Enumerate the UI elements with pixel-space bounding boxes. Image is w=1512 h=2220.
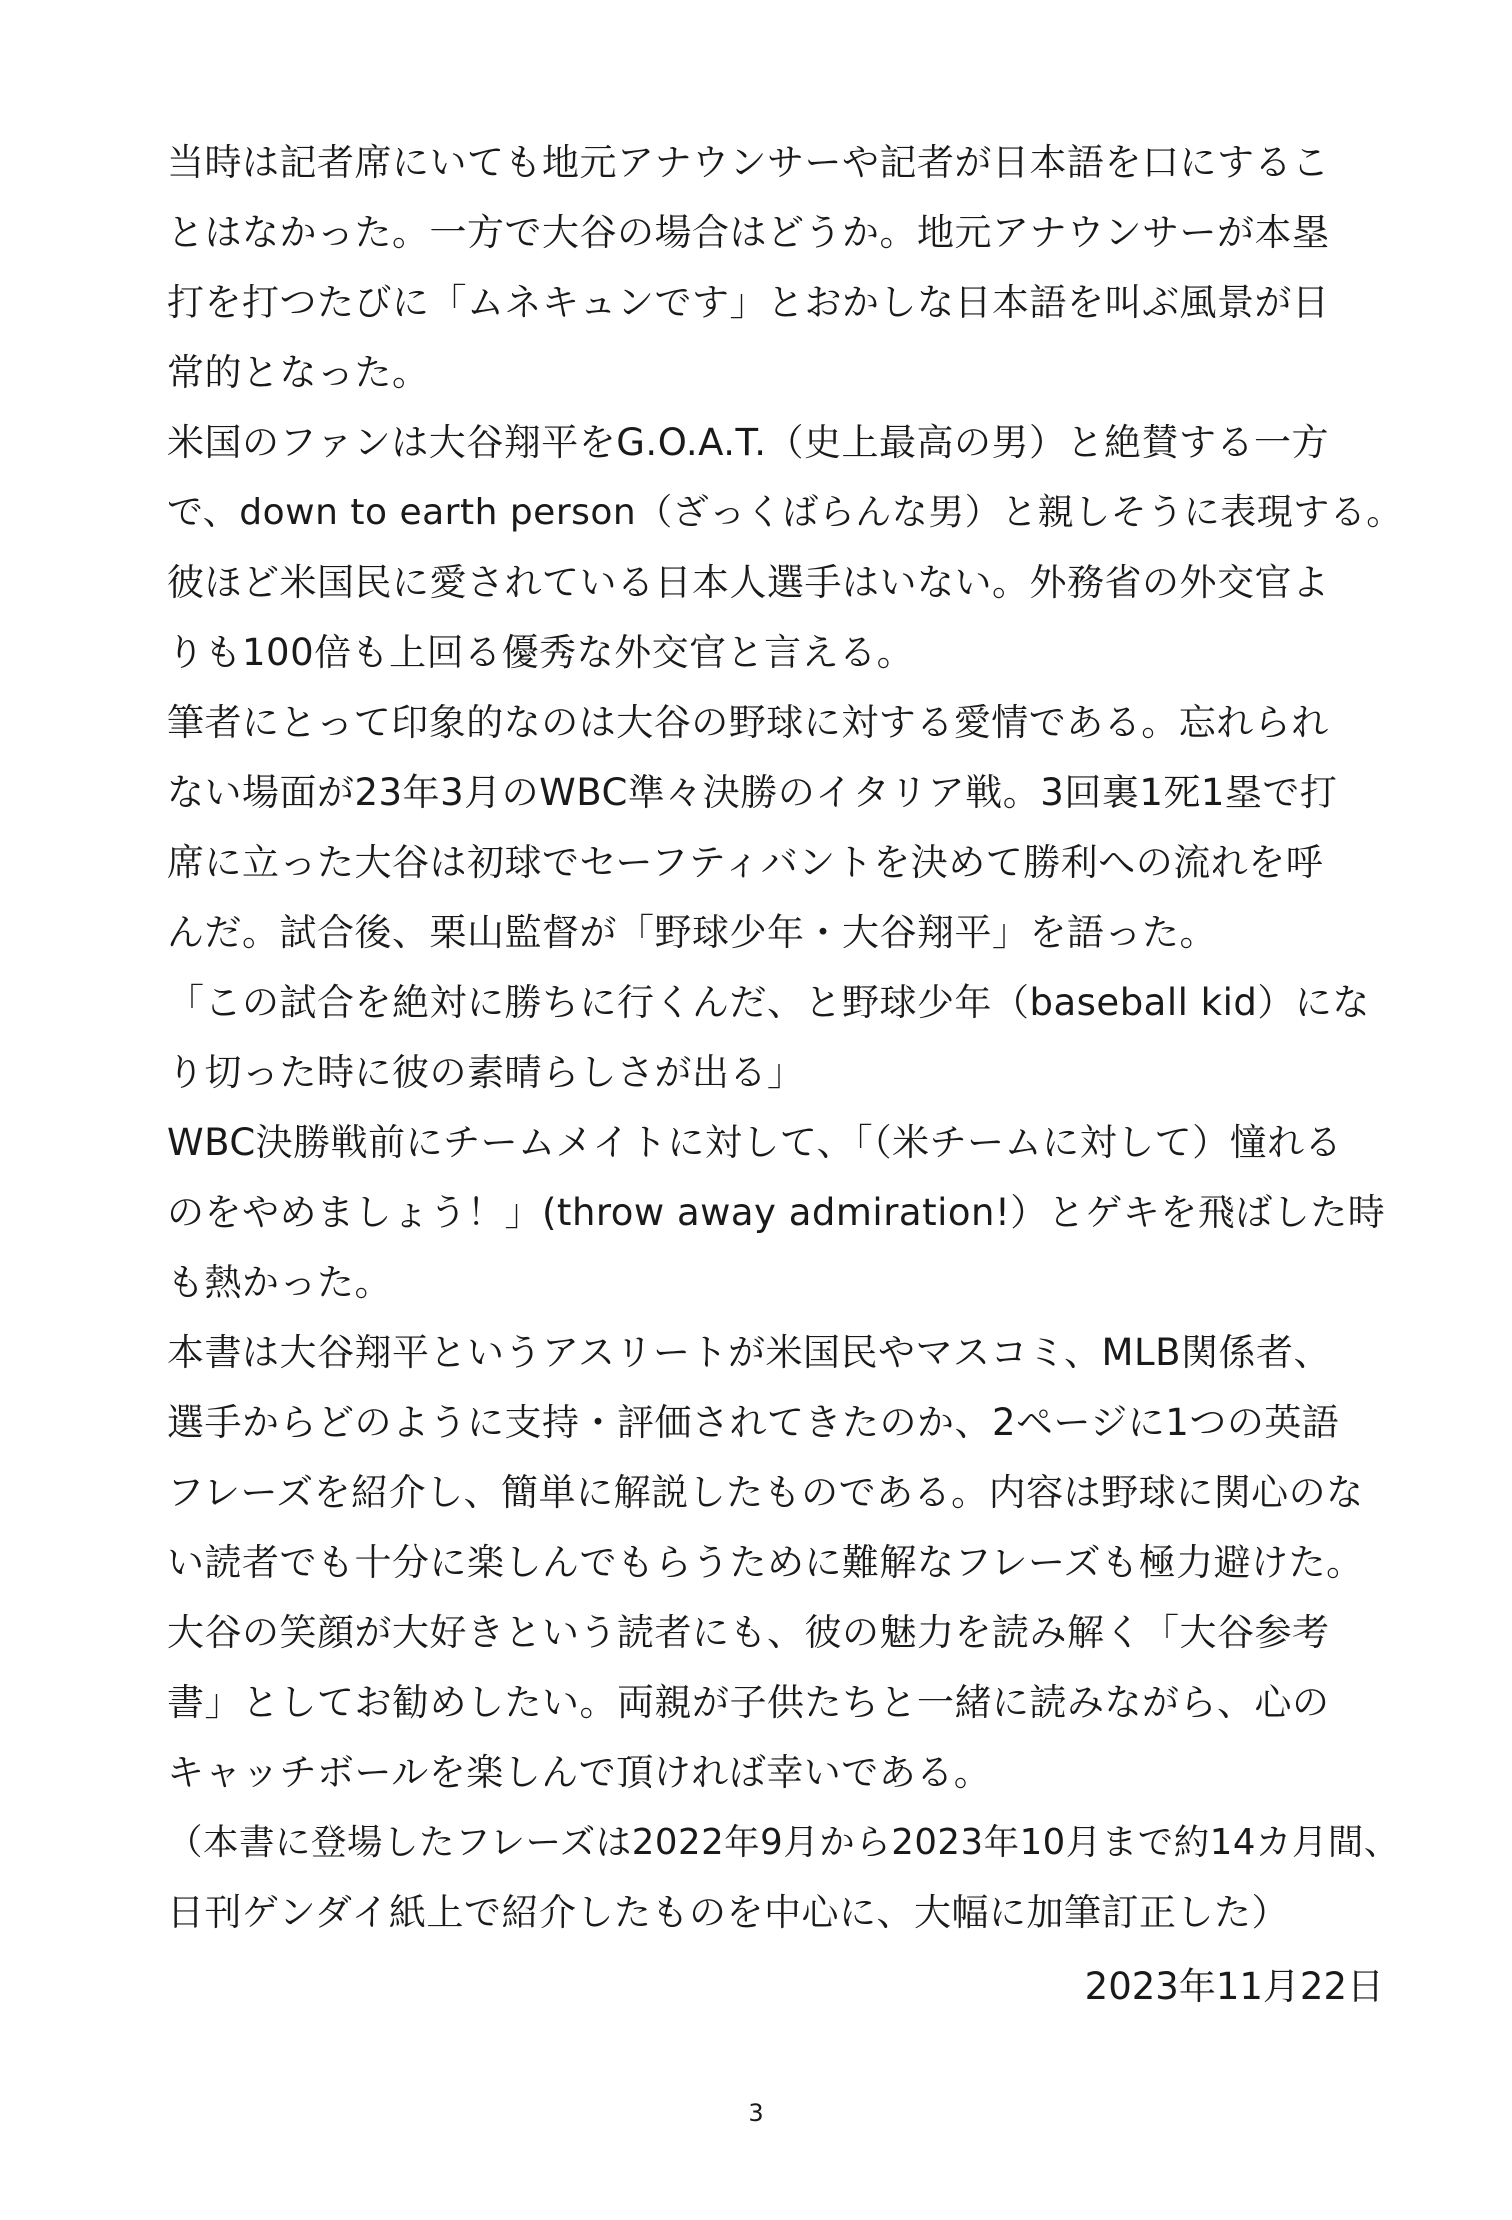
text-line: で、down to earth person（ざっくばらんな男）と親しそうに表現する。 (167, 492, 1403, 533)
text-line: 本書は大谷翔平というアスリートが米国民やマスコミ、MLB関係者、 (167, 1331, 1331, 1374)
text-line: 彼ほど米国民に愛されている日本人選手はいない。外務省の外交官よ (167, 561, 1330, 604)
text-line: い読者でも十分に楽しんでもらうために難解なフレーズも極力避けた。 (167, 1541, 1364, 1584)
text-line: （本書に登場したフレーズは2022年9月から2023年10月まで約14カ月間、 (167, 1822, 1400, 1863)
text-line: も熱かった。 (167, 1261, 392, 1304)
text-line: 書」としてお勧めしたい。両親が子供たちと一緒に読みながら、心の (167, 1681, 1330, 1724)
body-text (167, 128, 1407, 1948)
text-line: 席に立った大谷は初球でセーフティバントを決めて勝利への流れを呼 (167, 841, 1324, 884)
page-number: 3 (748, 2099, 764, 2127)
text-line: り切った時に彼の素晴らしさが出る」 (167, 1051, 805, 1094)
text-line: りも100倍も上回る優秀な外交官と言える。 (167, 631, 915, 674)
text-line: とはなかった。一方で大谷の場合はどうか。地元アナウンサーが本塁 (167, 211, 1330, 254)
text-line: 選手からどのように支持・評価されてきたのか、2ページに1つの英語 (167, 1401, 1340, 1444)
text-line: 米国のファンは大谷翔平をG.O.A.T.（史上最高の男）と絶賛する一方 (167, 421, 1329, 464)
text-line: 大谷の笑顔が大好きという読者にも、彼の魅力を読み解く「大谷参考 (167, 1611, 1330, 1654)
text-line: んだ。試合後、栗山監督が「野球少年・大谷翔平」を語った。 (167, 911, 1217, 954)
text-line: 筆者にとって印象的なのは大谷の野球に対する愛情である。忘れられ (167, 701, 1329, 744)
signature-date: 2023年11月22日 (1084, 1965, 1384, 2008)
text-line: ない場面が23年3月のWBC準々決勝のイタリア戦。3回裏1死1塁で打 (167, 771, 1338, 814)
text-line: WBC決勝戦前にチームメイトに対して、「（米チームに対して）憧れる (167, 1121, 1343, 1164)
text-line: 日刊ゲンダイ紙上で紹介したものを中心に、大幅に加筆訂正した） (167, 1891, 1290, 1934)
text-line: 常的となった。 (167, 351, 430, 394)
text-line: のをやめましょう！」(throw away admiration!）とゲキを飛ばした時 (167, 1191, 1386, 1234)
text-line: 「この試合を絶対に勝ちに行くんだ、と野球少年（baseball kid）にな (167, 981, 1370, 1024)
text-line: キャッチボールを楽しんで頂ければ幸いである。 (167, 1751, 992, 1794)
text-line: 当時は記者席にいても地元アナウンサーや記者が日本語を口にするこ (167, 141, 1330, 184)
text-line: フレーズを紹介し、簡単に解説したものである。内容は野球に関心のな (167, 1471, 1364, 1514)
text-line: 打を打つたびに「ムネキュンです」とおかしな日本語を叫ぶ風景が日 (167, 281, 1330, 324)
